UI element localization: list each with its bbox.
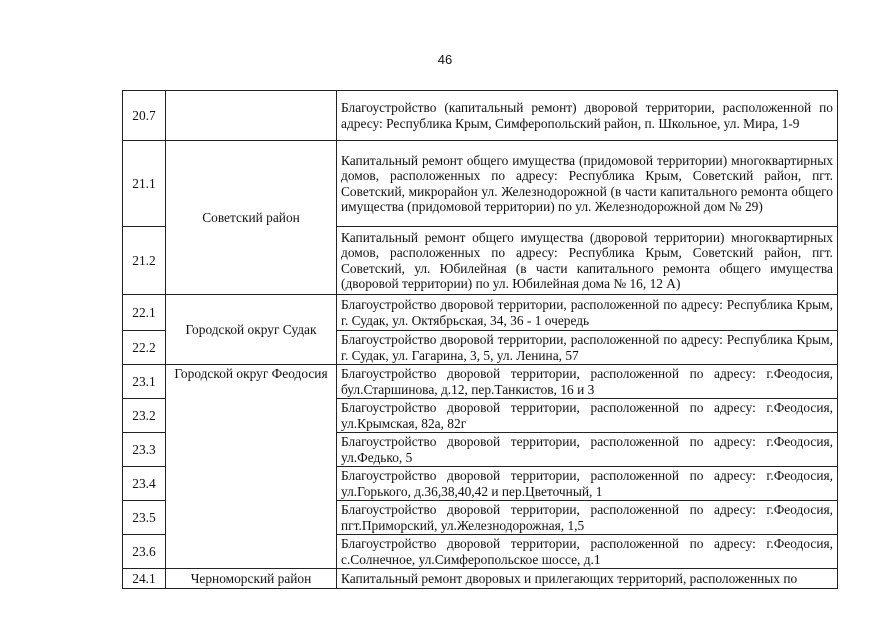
- table-row: [123, 365, 838, 399]
- row-description: Благоустройство дворовой территории, расположенной по адресу: г.Феодосия, бул.Старшинова, д.12, пер.Танкистов, 16 и 3: [337, 365, 838, 399]
- row-description: Капитальный ремонт общего имущества (придомовой территории) многоквартирных домов, расположенных по адресу: Республика Крым, Советский район, пгт. Советский, микрорайон ул. Железнодорожной (в части капитального ремонта общего имущества (придомовой территории) по ул. Железнодорожной дом № 29): [337, 141, 838, 227]
- row-description: Капитальный ремонт дворовых и прилегающих территорий, расположенных по: [337, 569, 838, 589]
- row-number: 23.3: [123, 433, 166, 467]
- district-name: Советский район: [166, 141, 337, 295]
- row-number: 21.1: [123, 141, 166, 227]
- row-description: Капитальный ремонт общего имущества (дворовой территории) многоквартирных домов, расположенных по адресу: Республика Крым, Советский район, пгт. Советский, ул. Юбилейная (в части капитального ремонта общего имущества (дворовой территории) по ул. Юбилейная дома № 16, 12 А): [337, 227, 838, 295]
- table-row: [123, 569, 838, 589]
- row-number: 22.1: [123, 295, 166, 331]
- page-number: 46: [437, 52, 453, 67]
- row-number: 24.1: [123, 569, 166, 589]
- row-description: Благоустройство дворовой территории, расположенной по адресу: Республика Крым, г. Судак, ул. Гагарина, 3, 5, ул. Ленина, 57: [337, 331, 838, 365]
- district-name: Городской округ Феодосия: [166, 365, 337, 569]
- row-number: 23.2: [123, 399, 166, 433]
- row-description: Благоустройство дворовой территории, расположенной по адресу: г.Феодосия, ул.Горького, д.36,38,40,42 и пер.Цветочный, 1: [337, 467, 838, 501]
- table-row: [123, 91, 838, 141]
- program-table: [122, 90, 838, 589]
- row-description: Благоустройство дворовой территории, расположенной по адресу: Республика Крым, г. Судак, ул. Октябрьская, 34, 36 - 1 очередь: [337, 295, 838, 331]
- row-description: Благоустройство дворовой территории, расположенной по адресу: г.Феодосия, ул.Федько, 5: [337, 433, 838, 467]
- row-number: 20.7: [123, 91, 166, 141]
- row-number: 23.6: [123, 535, 166, 569]
- row-number: 23.1: [123, 365, 166, 399]
- row-number: 21.2: [123, 227, 166, 295]
- row-description: Благоустройство (капитальный ремонт) дворовой территории, расположенной по адресу: Республика Крым, Симферопольский район, п. Школьное, ул. Мира, 1-9: [337, 91, 838, 141]
- row-number: 22.2: [123, 331, 166, 365]
- district-name: Черноморский район: [166, 569, 337, 589]
- row-number: 23.5: [123, 501, 166, 535]
- table-row: [123, 295, 838, 331]
- row-number: 23.4: [123, 467, 166, 501]
- district-cell-empty: [166, 91, 337, 141]
- table-row: [123, 141, 838, 227]
- row-description: Благоустройство дворовой территории, расположенной по адресу: г.Феодосия, ул.Крымская, 82а, 82г: [337, 399, 838, 433]
- district-name: Городской округ Судак: [166, 295, 337, 365]
- row-description: Благоустройство дворовой территории, расположенной по адресу: г.Феодосия, пгт.Приморский, ул.Железнодорожная, 1,5: [337, 501, 838, 535]
- row-description: Благоустройство дворовой территории, расположенной по адресу: г.Феодосия, с.Солнечное, ул.Симферопольское шоссе, д.1: [337, 535, 838, 569]
